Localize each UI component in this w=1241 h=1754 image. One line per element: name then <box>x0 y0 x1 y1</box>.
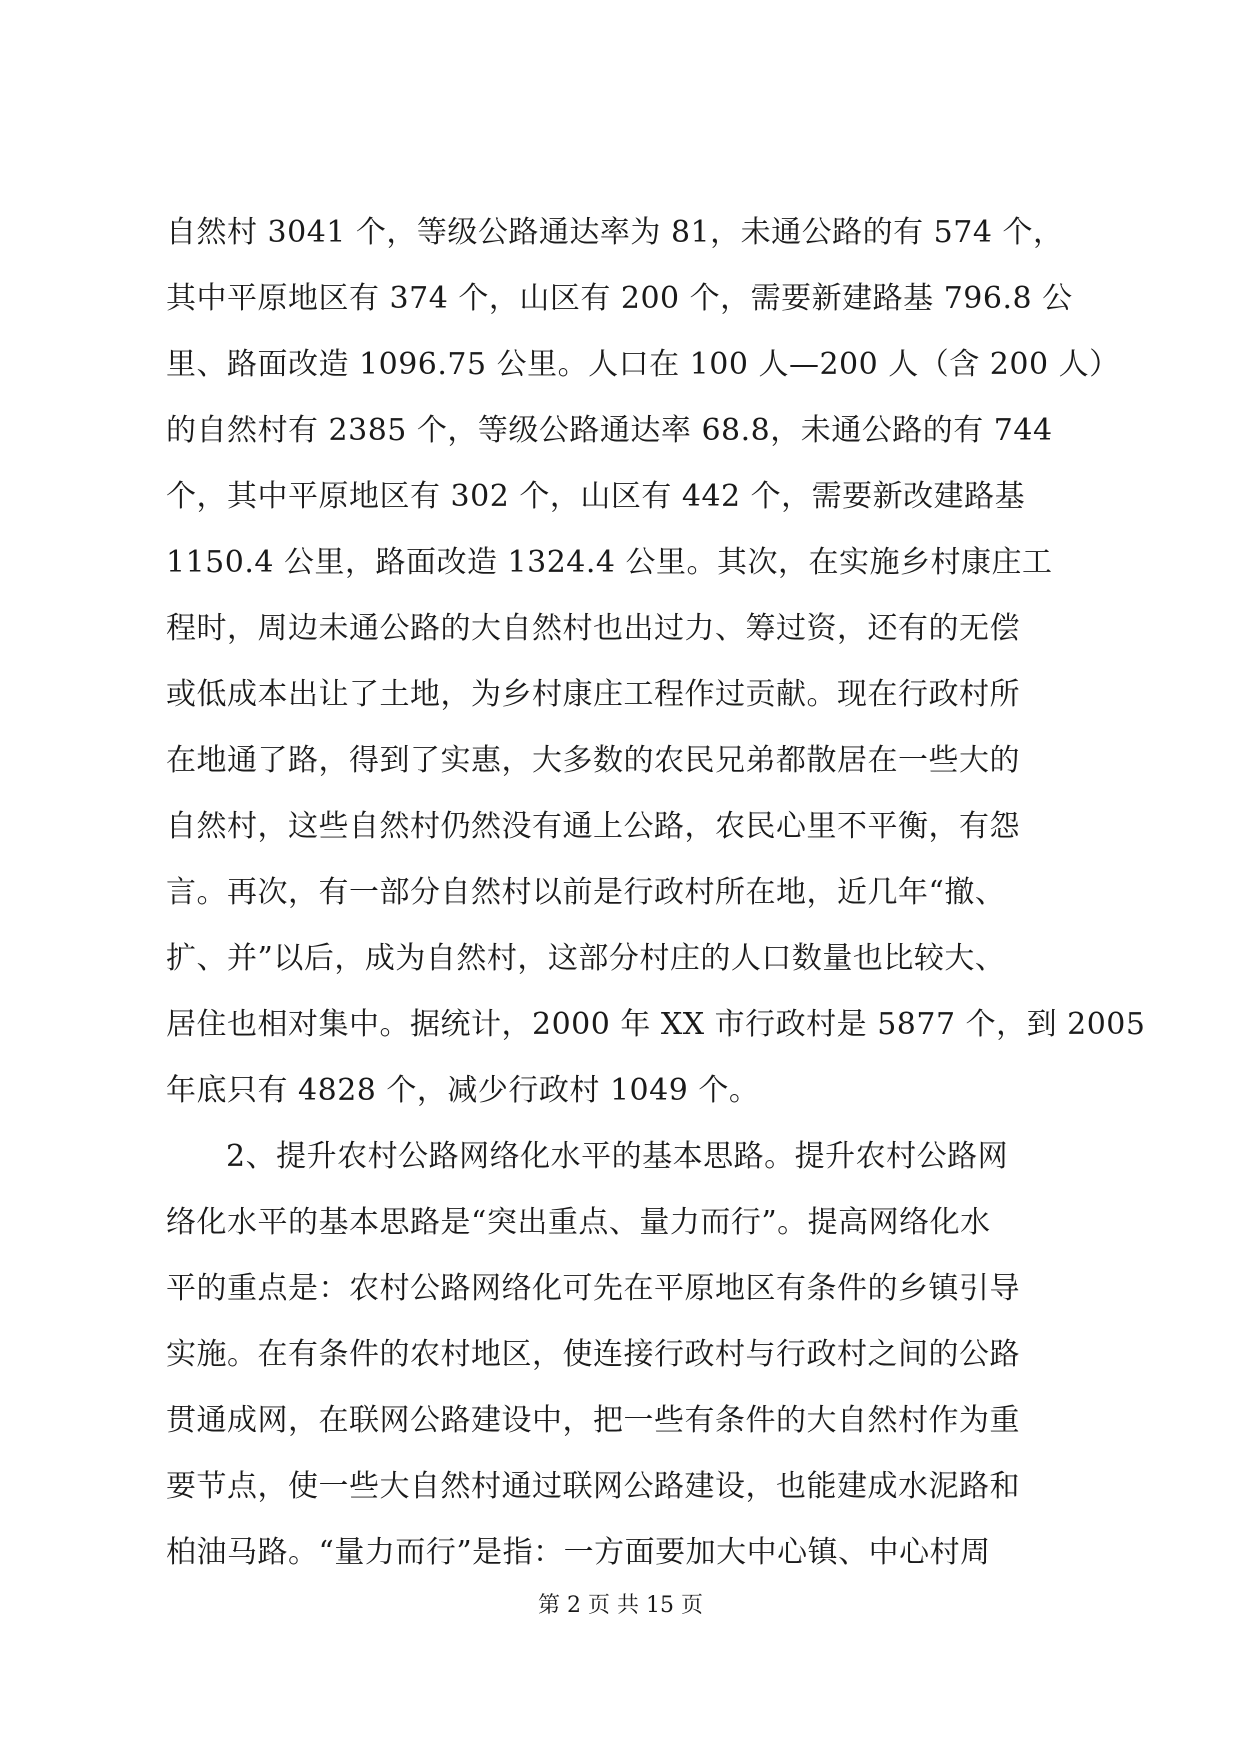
text-line: 的自然村有 2385 个，等级公路通达率 68.8，未通公路的有 744 <box>166 413 1053 448</box>
text-line: 扩、并”以后，成为自然村，这部分村庄的人口数量也比较大、 <box>166 941 1006 976</box>
text-line: 里、路面改造 1096.75 公里。人口在 100 人—200 人（含 200 人） <box>166 347 1120 382</box>
text-line: 程时，周边未通公路的大自然村也出过力、筹过资，还有的无偿 <box>166 611 1020 646</box>
text-line: 个，其中平原地区有 302 个，山区有 442 个，需要新改建路基 <box>166 479 1026 514</box>
text-line: 柏油马路。“量力而行”是指：一方面要加大中心镇、中心村周 <box>166 1535 991 1570</box>
text-line: 言。再次，有一部分自然村以前是行政村所在地，近几年“撤、 <box>166 875 1006 910</box>
text-line: 自然村 3041 个，等级公路通达率为 81，未通公路的有 574 个， <box>166 215 1064 250</box>
page-number-footer: 第 2 页 共 15 页 <box>538 1593 703 1618</box>
text-line: 在地通了路，得到了实惠，大多数的农民兄弟都散居在一些大的 <box>166 743 1020 778</box>
text-line: 实施。在有条件的农村地区，使连接行政村与行政村之间的公路 <box>166 1337 1020 1372</box>
text-line: 或低成本出让了土地，为乡村康庄工程作过贡献。现在行政村所 <box>166 677 1020 712</box>
text-line: 其中平原地区有 374 个，山区有 200 个，需要新建路基 796.8 公 <box>166 281 1073 316</box>
text-line: 1150.4 公里，路面改造 1324.4 公里。其次，在实施乡村康庄工 <box>166 545 1053 580</box>
text-line: 络化水平的基本思路是“突出重点、量力而行”。提高网络化水 <box>166 1205 991 1240</box>
text-line: 平的重点是：农村公路网络化可先在平原地区有条件的乡镇引导 <box>166 1271 1020 1306</box>
text-line: 自然村，这些自然村仍然没有通上公路，农民心里不平衡，有怨 <box>166 809 1020 844</box>
text-line: 贯通成网，在联网公路建设中，把一些有条件的大自然村作为重 <box>166 1403 1020 1438</box>
body-text <box>166 200 1146 1586</box>
paragraph-start-line: 2、提升农村公路网络化水平的基本思路。提升农村公路网 <box>226 1139 1009 1174</box>
text-line: 年底只有 4828 个，减少行政村 1049 个。 <box>166 1073 760 1108</box>
text-line: 居住也相对集中。据统计，2000 年 XX 市行政村是 5877 个，到 2005 <box>166 1007 1146 1042</box>
text-line: 要节点，使一些大自然村通过联网公路建设，也能建成水泥路和 <box>166 1469 1020 1504</box>
